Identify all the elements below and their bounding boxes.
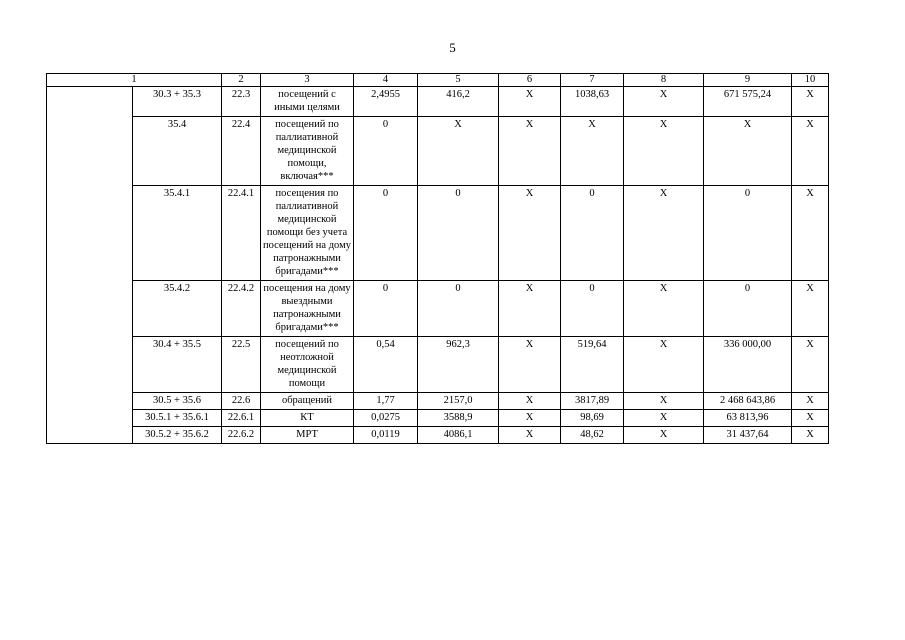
table-cell-c4: 0	[354, 186, 418, 281]
table-cell-c1b: 30.4 + 35.5	[133, 337, 222, 393]
table-cell-c2: 22.6.2	[222, 427, 261, 444]
table-cell-c8: Х	[624, 410, 704, 427]
header-cell: 1	[47, 74, 222, 87]
header-cell: 4	[354, 74, 418, 87]
table-cell-c6: Х	[499, 186, 561, 281]
table-cell-c9: Х	[704, 117, 792, 186]
table-cell-c4: 0,0275	[354, 410, 418, 427]
table-cell-c5: 3588,9	[418, 410, 499, 427]
table-cell-c3: КТ	[261, 410, 354, 427]
table-cell-c1b: 30.5 + 35.6	[133, 393, 222, 410]
table-cell-c3: посещений по неотложной медицинской помощи	[261, 337, 354, 393]
table-row	[47, 410, 829, 427]
header-cell: 5	[418, 74, 499, 87]
table-cell-c2: 22.5	[222, 337, 261, 393]
table-row	[47, 281, 829, 337]
table-cell-c10: Х	[792, 393, 829, 410]
table-cell-c4: 1,77	[354, 393, 418, 410]
table-cell-c3: посещения на дому выездными патронажными бригадами***	[261, 281, 354, 337]
table-cell-c6: Х	[499, 393, 561, 410]
table-cell-c3: обращений	[261, 393, 354, 410]
table-row	[47, 427, 829, 444]
table-cell-c4: 2,4955	[354, 87, 418, 117]
table-cell-c4: 0	[354, 281, 418, 337]
table-cell-c1b: 30.5.2 + 35.6.2	[133, 427, 222, 444]
table-cell-c9: 31 437,64	[704, 427, 792, 444]
table-cell-c7: 3817,89	[561, 393, 624, 410]
table-cell-c9: 0	[704, 186, 792, 281]
table-cell-c7: Х	[561, 117, 624, 186]
table-cell-c10: Х	[792, 87, 829, 117]
table-cell-c8: Х	[624, 117, 704, 186]
table-cell-c2: 22.6	[222, 393, 261, 410]
table-cell-c7: 98,69	[561, 410, 624, 427]
table-cell-c6: Х	[499, 117, 561, 186]
table-cell-c4: 0,0119	[354, 427, 418, 444]
table-cell-c6: Х	[499, 410, 561, 427]
page-number: 5	[449, 40, 456, 55]
table-row	[47, 117, 829, 186]
table-cell-c9: 336 000,00	[704, 337, 792, 393]
table-cell-c3: МРТ	[261, 427, 354, 444]
table-row	[47, 87, 829, 117]
table-cell-c10: Х	[792, 410, 829, 427]
table-cell-c4: 0	[354, 117, 418, 186]
table-cell-c6: Х	[499, 427, 561, 444]
table-cell-c8: Х	[624, 337, 704, 393]
table-cell-c8: Х	[624, 427, 704, 444]
table-cell-c8: Х	[624, 281, 704, 337]
table-cell-c10: Х	[792, 281, 829, 337]
table-cell-c9: 671 575,24	[704, 87, 792, 117]
header-cell: 7	[561, 74, 624, 87]
table-row	[47, 337, 829, 393]
table-cell-c2: 22.4.2	[222, 281, 261, 337]
table-cell-c8: Х	[624, 87, 704, 117]
table-cell-c1b: 35.4	[133, 117, 222, 186]
table-cell-c6: Х	[499, 87, 561, 117]
table-cell-c5: 416,2	[418, 87, 499, 117]
table-cell-c9: 0	[704, 281, 792, 337]
table-cell-c7: 1038,63	[561, 87, 624, 117]
table-cell-c4: 0,54	[354, 337, 418, 393]
header-cell: 10	[792, 74, 829, 87]
table-cell-c2: 22.6.1	[222, 410, 261, 427]
table-cell-c2: 22.4.1	[222, 186, 261, 281]
table-cell-c7: 48,62	[561, 427, 624, 444]
table-cell-c7: 0	[561, 186, 624, 281]
table-cell-c7: 519,64	[561, 337, 624, 393]
table-cell-c1b: 30.5.1 + 35.6.1	[133, 410, 222, 427]
table-cell-c6: Х	[499, 281, 561, 337]
table-cell-c8: Х	[624, 393, 704, 410]
table-cell-c1b: 35.4.1	[133, 186, 222, 281]
table-cell-c9: 63 813,96	[704, 410, 792, 427]
table-cell-c8: Х	[624, 186, 704, 281]
header-cell: 8	[624, 74, 704, 87]
table-cell-c10: Х	[792, 117, 829, 186]
header-row	[47, 74, 829, 87]
table-cell-c6: Х	[499, 337, 561, 393]
table-cell-c3: посещений с иными целями	[261, 87, 354, 117]
header-cell: 9	[704, 74, 792, 87]
header-cell: 6	[499, 74, 561, 87]
table-cell-c3: посещения по паллиативной медицинской помощи без учета посещений на дому патронажными бригадами***	[261, 186, 354, 281]
header-cell: 3	[261, 74, 354, 87]
table-cell-c3: посещений по паллиативной медицинской помощи, включая***	[261, 117, 354, 186]
table-cell-c1b: 35.4.2	[133, 281, 222, 337]
table-cell-c7: 0	[561, 281, 624, 337]
merged-cell-col-1	[47, 87, 133, 444]
table-cell-c2: 22.3	[222, 87, 261, 117]
table-cell-c9: 2 468 643,86	[704, 393, 792, 410]
table-cell-c5: 0	[418, 186, 499, 281]
table-cell-c10: Х	[792, 427, 829, 444]
table-cell-c1b: 30.3 + 35.3	[133, 87, 222, 117]
table-row	[47, 186, 829, 281]
table-cell-c5: 2157,0	[418, 393, 499, 410]
data-table	[46, 73, 829, 444]
table-cell-c5: 0	[418, 281, 499, 337]
table-cell-c5: 962,3	[418, 337, 499, 393]
table-cell-c10: Х	[792, 186, 829, 281]
header-cell: 2	[222, 74, 261, 87]
table-cell-c5: Х	[418, 117, 499, 186]
table-cell-c2: 22.4	[222, 117, 261, 186]
table-cell-c10: Х	[792, 337, 829, 393]
table-cell-c5: 4086,1	[418, 427, 499, 444]
table-row	[47, 393, 829, 410]
